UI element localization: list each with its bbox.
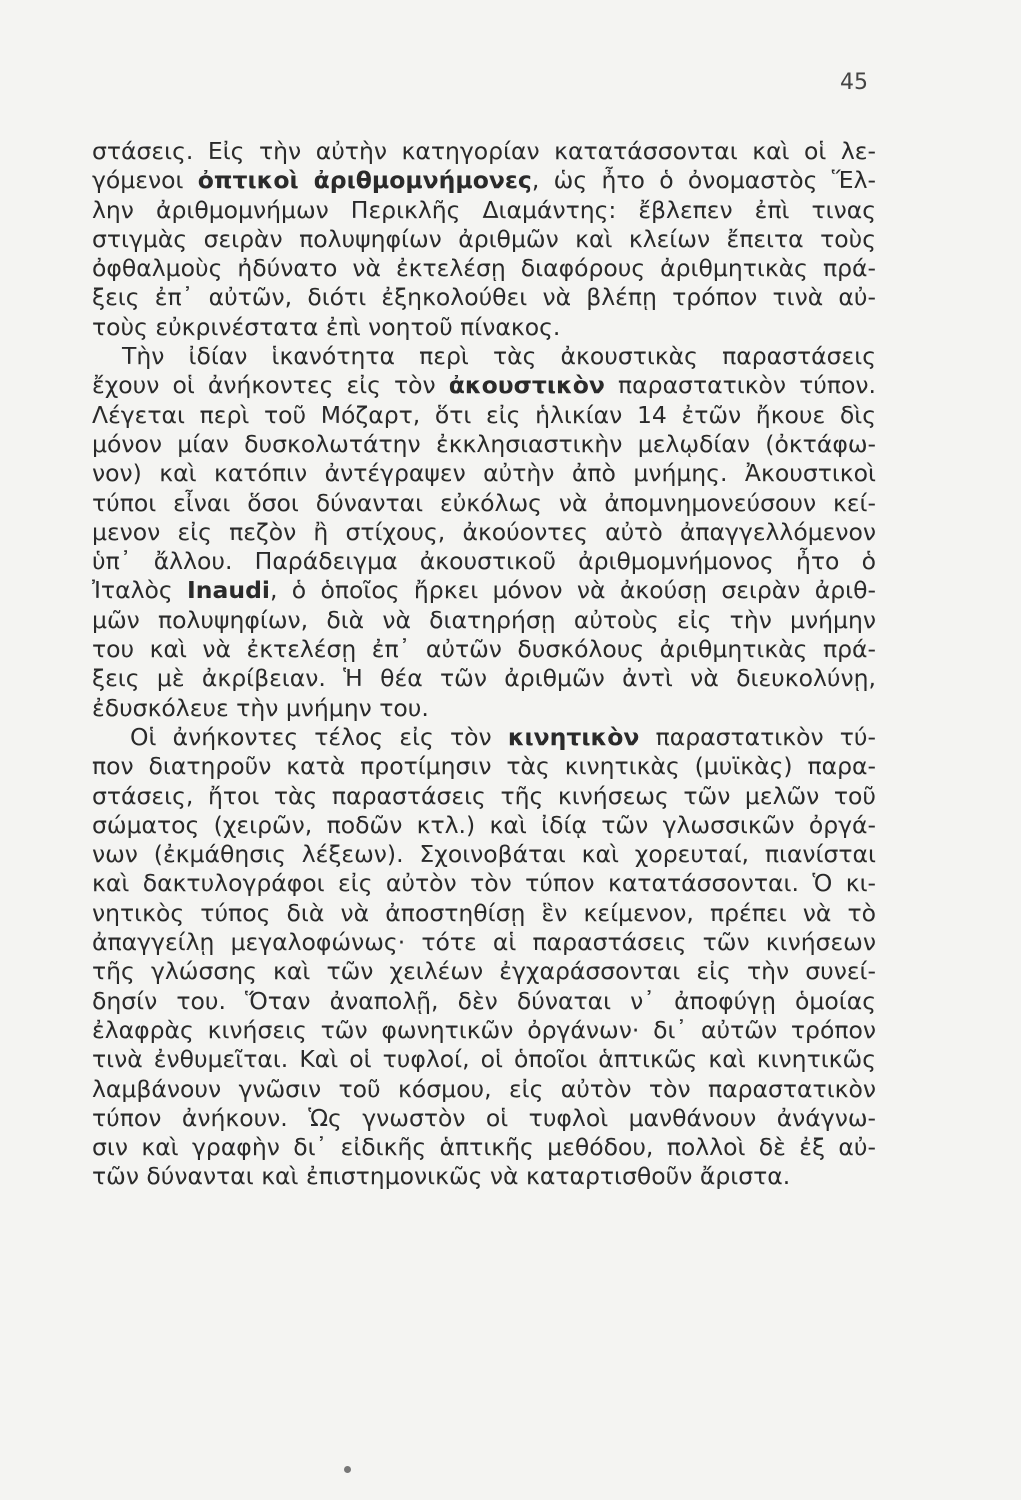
text-run: τύπον ἀνήκουν. Ὡς γνωστὸν οἱ τυφλοὶ μανθάνουν ἀνάγνω- bbox=[92, 1103, 876, 1132]
text-run: γόμενοι bbox=[92, 166, 198, 195]
text-line bbox=[92, 576, 876, 605]
text-line bbox=[92, 723, 876, 752]
text-run: ἀπαγγείλῃ μεγαλοφώνως· τότε αἱ παραστάσεις τῶν κινήσεων bbox=[92, 928, 876, 957]
text-run: ἐδυσκόλευε τὴν μνήμην του. bbox=[92, 693, 429, 722]
page-number: 45 bbox=[840, 70, 868, 95]
text-run: νον) καὶ κατόπιν ἀντέγραψεν αὐτὴν ἀπὸ μνήμης. Ἀκουστικοὶ bbox=[92, 459, 876, 488]
text-line bbox=[92, 196, 876, 225]
text-run: , ὡς ἦτο ὁ ὀνομαστὸς Ἕλ- bbox=[531, 166, 876, 195]
text-line bbox=[92, 489, 876, 518]
emphasized-term: κινητικὸν bbox=[507, 722, 640, 751]
text-line bbox=[92, 899, 876, 928]
text-run: δησίν του. Ὅταν ἀναπολῇ, δὲν δύναται ν᾽ ἀποφύγῃ ὁμοίας bbox=[92, 986, 876, 1015]
text-line bbox=[92, 1104, 876, 1133]
text-line bbox=[92, 635, 876, 664]
text-line bbox=[92, 430, 876, 459]
text-line bbox=[92, 225, 876, 254]
text-line bbox=[92, 313, 876, 342]
text-run: Τὴν ἰδίαν ἱκανότητα περὶ τὰς ἀκουστικὰς παραστάσεις bbox=[122, 342, 876, 371]
text-line bbox=[92, 957, 876, 986]
text-line bbox=[92, 137, 876, 166]
text-line bbox=[92, 342, 876, 371]
text-line bbox=[92, 811, 876, 840]
text-run: του καὶ νὰ ἐκτελέσῃ ἐπ᾽ αὐτῶν δυσκόλους ἀριθμητικὰς πρά- bbox=[92, 635, 876, 664]
text-run: Οἱ ἀνήκοντες τέλος εἰς τὸν bbox=[130, 722, 508, 751]
emphasized-term: Inaudi bbox=[187, 576, 270, 605]
text-run: λην ἀριθμομνήμων Περικλῆς Διαμάντης: ἔβλεπεν ἐπὶ τινας bbox=[92, 195, 876, 224]
text-run: ὑπ᾽ ἄλλου. Παράδειγμα ἀκουστικοῦ ἀριθμομνήμονος ἦτο ὁ bbox=[92, 547, 876, 576]
text-run: Ἰταλὸς bbox=[92, 576, 188, 605]
text-line bbox=[92, 606, 876, 635]
text-line bbox=[92, 987, 876, 1016]
text-line bbox=[92, 782, 876, 811]
emphasized-term: ὀπτικοὶ ἀριθμομνήμονες bbox=[197, 166, 532, 195]
text-line bbox=[92, 1162, 876, 1191]
text-run: νων (ἐκμάθησις λέξεων). Σχοινοβάται καὶ χορευταί, πιανίσται bbox=[92, 840, 876, 869]
text-line bbox=[92, 1045, 876, 1074]
text-run: , ὁ ὁποῖος ἤρκει μόνον νὰ ἀκούσῃ σειρὰν ἀριθ- bbox=[269, 576, 876, 605]
text-run: στιγμὰς σειρὰν πολυψηφίων ἀριθμῶν καὶ κλείων ἔπειτα τοὺς bbox=[92, 224, 876, 253]
text-line bbox=[92, 1133, 876, 1162]
text-run: ἔχουν οἱ ἀνήκοντες εἰς τὸν bbox=[92, 371, 449, 400]
text-run: τοὺς εὐκρινέστατα ἐπὶ νοητοῦ πίνακος. bbox=[92, 312, 561, 341]
emphasized-term: ἀκουστικὸν bbox=[448, 371, 605, 400]
text-run: καὶ δακτυλογράφοι εἰς αὐτὸν τὸν τύπον κατατάσσονται. Ὁ κι- bbox=[92, 869, 876, 898]
text-line bbox=[92, 1016, 876, 1045]
text-line bbox=[92, 840, 876, 869]
text-run: τῆς γλώσσης καὶ τῶν χειλέων ἐγχαράσσονται εἰς τὴν συνεί- bbox=[92, 957, 876, 986]
body-text bbox=[92, 137, 876, 1192]
text-run: μόνον μίαν δυσκολωτάτην ἐκκλησιαστικὴν μελῳδίαν (ὀκτάφω- bbox=[92, 429, 876, 458]
text-run: παραστατικὸν τύ- bbox=[639, 722, 876, 751]
text-run: ξεις ἐπ᾽ αὐτῶν, διότι ἐξηκολούθει νὰ βλέπῃ τρόπον τινὰ αὐ- bbox=[92, 283, 876, 312]
text-line bbox=[92, 869, 876, 898]
text-run: μῶν πολυψηφίων, διὰ νὰ διατηρήσῃ αὐτοὺς εἰς τὴν μνήμην bbox=[92, 605, 876, 634]
text-run: ἐλαφρὰς κινήσεις τῶν φωνητικῶν ὀργάνων· δι᾽ αὐτῶν τρόπον bbox=[92, 1015, 876, 1044]
ink-mark bbox=[344, 1466, 351, 1473]
text-run: λαμβάνουν γνῶσιν τοῦ κόσμου, εἰς αὐτὸν τὸν παραστατικὸν bbox=[92, 1074, 876, 1103]
text-run: πον διατηροῦν κατὰ προτίμησιν τὰς κινητικὰς (μυϊκὰς) παρα- bbox=[92, 752, 876, 781]
text-run: παραστατικὸν τύπον. bbox=[604, 371, 876, 400]
text-run: νητικὸς τύπος διὰ νὰ ἀποστηθίσῃ ἓν κείμενον, πρέπει νὰ τὸ bbox=[92, 898, 876, 927]
text-line bbox=[92, 694, 876, 723]
text-run: ὀφθαλμοὺς ἠδύνατο νὰ ἐκτελέσῃ διαφόρους ἀριθμητικὰς πρά- bbox=[92, 254, 876, 283]
text-run: ξεις μὲ ἀκρίβειαν. Ἡ θέα τῶν ἀριθμῶν ἀντὶ νὰ διευκολύνῃ, bbox=[92, 664, 876, 693]
text-line bbox=[92, 547, 876, 576]
text-line bbox=[92, 518, 876, 547]
text-line bbox=[92, 254, 876, 283]
text-line bbox=[92, 283, 876, 312]
text-line bbox=[92, 371, 876, 400]
text-run: στάσεις. Εἰς τὴν αὐτὴν κατηγορίαν κατατάσσονται καὶ οἱ λε- bbox=[92, 137, 876, 165]
text-line bbox=[92, 752, 876, 781]
text-run: τύποι εἶναι ὅσοι δύνανται εὐκόλως νὰ ἀπομνημονεύσουν κεί- bbox=[92, 488, 876, 517]
text-run: τῶν δύνανται καὶ ἐπιστημονικῶς νὰ καταρτισθοῦν ἄριστα. bbox=[92, 1162, 791, 1191]
text-run: σώματος (χειρῶν, ποδῶν κτλ.) καὶ ἰδίᾳ τῶν γλωσσικῶν ὀργά- bbox=[92, 810, 876, 839]
text-line bbox=[92, 1075, 876, 1104]
text-run: σιν καὶ γραφὴν δι᾽ εἰδικῆς ἁπτικῆς μεθόδου, πολλοὶ δὲ ἐξ αὐ- bbox=[92, 1133, 876, 1162]
text-line bbox=[92, 401, 876, 430]
text-run: Λέγεται περὶ τοῦ Μόζαρτ, ὅτι εἰς ἡλικίαν 14 ἐτῶν ἤκουε δὶς bbox=[92, 400, 876, 429]
text-line bbox=[92, 459, 876, 488]
text-run: στάσεις, ἤτοι τὰς παραστάσεις τῆς κινήσεως τῶν μελῶν τοῦ bbox=[92, 781, 876, 810]
text-line bbox=[92, 166, 876, 195]
text-run: μενον εἰς πεζὸν ἢ στίχους, ἀκούοντες αὐτὸ ἀπαγγελλόμενον bbox=[92, 517, 876, 546]
text-run: τινὰ ἐνθυμεῖται. Καὶ οἱ τυφλοί, οἱ ὁποῖοι ἁπτικῶς καὶ κινητικῶς bbox=[92, 1045, 876, 1074]
text-line bbox=[92, 664, 876, 693]
text-line bbox=[92, 928, 876, 957]
